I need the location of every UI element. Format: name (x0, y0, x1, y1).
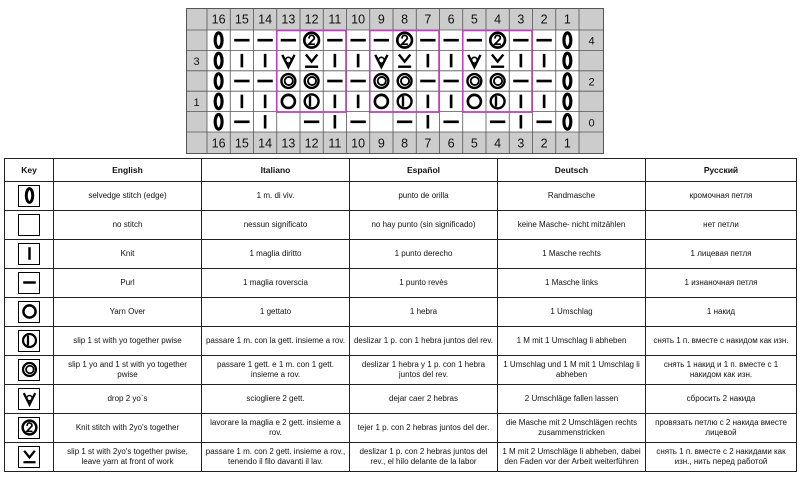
column-number-bottom: 3 (517, 136, 525, 151)
column-number-bottom: 10 (351, 136, 366, 151)
legend-cell: tejer 1 p. con 2 hebras juntos del der. (350, 414, 498, 443)
legend-cell: slip 1 st with yo together pwise (54, 327, 202, 356)
slip1yo2-symbol-icon (18, 359, 40, 381)
legend-cell: punto de orilla (350, 182, 498, 211)
legend-cell: no stitch (54, 211, 202, 240)
legend-row (5, 298, 797, 327)
column-number-top: 6 (447, 12, 455, 27)
legend-cell: Yarn Over (54, 298, 202, 327)
legend-cell: 1 изнаночная петля (646, 269, 797, 298)
column-number-bottom: 7 (424, 136, 432, 151)
column-number-bottom: 1 (563, 136, 571, 151)
legend-cell: 1 punto derecho (350, 240, 498, 269)
column-number-top: 12 (304, 12, 319, 27)
legend-cell: dejar caer 2 hebras (350, 385, 498, 414)
legend-key-cell (5, 269, 54, 298)
legend-cell: 1 m. di viv. (202, 182, 350, 211)
drop2yo-symbol-icon (18, 417, 40, 439)
legend-cell: 1 Masche rechts (498, 240, 646, 269)
column-number-bottom: 12 (304, 136, 319, 151)
legend-cell: нет петли (646, 211, 797, 240)
legend-cell: 1 punto revès (350, 269, 498, 298)
legend-cell: 1 накид (646, 298, 797, 327)
legend-cell: deslizar 1 p. con 1 hebra juntos del rev. (350, 327, 498, 356)
row-number-right: 4 (588, 35, 595, 48)
legend-header-row (5, 159, 797, 182)
legend-cell: 1 M mit 2 Umschläge li abheben, dabei den Faden vor der Arbeit weiterführen (498, 443, 646, 472)
legend-table (4, 158, 797, 472)
legend-key-cell (5, 327, 54, 356)
column-number-bottom: 13 (281, 136, 296, 151)
legend-header-lang: English (54, 159, 202, 182)
legend-header-key: Key (5, 159, 54, 182)
column-number-top: 7 (424, 12, 432, 27)
legend-cell: кромочная петля (646, 182, 797, 211)
column-number-bottom: 15 (234, 136, 249, 151)
legend-cell: passare 1 gett. e 1 m. con 1 gett. insieme a rov. (202, 356, 350, 385)
legend-cell: sciogliere 2 gett. (202, 385, 350, 414)
slip1yo-symbol-icon (18, 330, 40, 352)
legend-key-cell (5, 211, 54, 240)
legend-key-cell (5, 240, 54, 269)
legend-cell: Purl (54, 269, 202, 298)
legend-cell: passare 1 m. con 2 gett. insieme a rov., tenendo il filo davanti il lav. (202, 443, 350, 472)
legend-cell: провязать петлю с 2 накида вместе лицевой (646, 414, 797, 443)
row-number-left: 3 (193, 56, 200, 69)
legend-header-lang: Deutsch (498, 159, 646, 182)
legend-cell: 2 Umschläge fallen lassen (498, 385, 646, 414)
legend-cell: Knit stitch with 2yo's together (54, 414, 202, 443)
row-number-left: 1 (193, 96, 200, 109)
chart-cell-drop2yo (490, 33, 505, 48)
knit-symbol-icon (18, 243, 40, 265)
legend-cell: 1 maglia diritto (202, 240, 350, 269)
column-number-top: 9 (377, 12, 385, 27)
column-number-top: 11 (328, 12, 342, 27)
legend-row (5, 269, 797, 298)
legend-cell: 1 лицевая петля (646, 240, 797, 269)
column-number-top: 5 (470, 12, 478, 27)
legend-row (5, 356, 797, 385)
column-number-bottom: 9 (377, 136, 385, 151)
legend-cell: 1 maglia roverscia (202, 269, 350, 298)
yarnover-symbol-icon (18, 301, 40, 323)
legend-key-cell (5, 385, 54, 414)
legend-cell: die Masche mit 2 Umschlägen rechts zusammenstricken (498, 414, 646, 443)
legend-row (5, 240, 797, 269)
legend-row (5, 182, 797, 211)
legend-cell: passare 1 m. con la gett. insieme a rov. (202, 327, 350, 356)
legend-header-lang: Русский (646, 159, 797, 182)
column-number-bottom: 4 (494, 136, 502, 151)
knitting-chart (186, 8, 604, 154)
column-number-top: 3 (517, 12, 525, 27)
legend-row (5, 443, 797, 472)
column-number-bottom: 5 (470, 136, 478, 151)
legend-key-cell (5, 414, 54, 443)
chart-cell-drop2yo (397, 33, 412, 48)
column-number-top: 13 (281, 12, 296, 27)
drop2-symbol-icon (18, 388, 40, 410)
selvedge-symbol-icon (18, 185, 40, 207)
legend-cell: 1 hebra (350, 298, 498, 327)
purl-symbol-icon (18, 272, 40, 294)
legend-key-cell (5, 443, 54, 472)
column-number-top: 1 (563, 12, 571, 27)
legend-cell: сбросить 2 накида (646, 385, 797, 414)
legend-cell: 1 Umschlag und 1 M mit 1 Umschlag li abheben (498, 356, 646, 385)
legend-key-cell (5, 182, 54, 211)
row-number-right: 2 (588, 76, 595, 89)
legend-cell: deslizar 1 hebra y 1 p. con 1 hebra juntos del rev. (350, 356, 498, 385)
legend-cell: снять 1 накид и 1 п. вместе с 1 накидом как изн. (646, 356, 797, 385)
column-number-bottom: 2 (540, 136, 548, 151)
nostitch-symbol-icon (18, 214, 40, 236)
column-number-bottom: 16 (211, 136, 226, 151)
column-number-bottom: 11 (328, 136, 342, 151)
legend-cell: 1 M mit 1 Umschlag li abheben (498, 327, 646, 356)
column-number-bottom: 6 (447, 136, 455, 151)
column-number-top: 8 (401, 12, 409, 27)
column-number-top: 15 (234, 12, 249, 27)
column-number-top: 16 (211, 12, 226, 27)
legend-key-cell (5, 356, 54, 385)
legend-row (5, 414, 797, 443)
legend-cell: 1 Umschlag (498, 298, 646, 327)
row-number-right: 0 (588, 117, 595, 130)
column-number-bottom: 8 (401, 136, 409, 151)
legend-key-cell (5, 298, 54, 327)
column-number-top: 10 (351, 12, 366, 27)
legend-cell: снять 1 п. вместе с накидом как изн. (646, 327, 797, 356)
column-number-top: 14 (258, 12, 273, 27)
chart-grid (186, 8, 604, 154)
legend-row (5, 327, 797, 356)
legend-cell: lavorare la maglia e 2 gett. insieme a rov. (202, 414, 350, 443)
legend-cell: Knit (54, 240, 202, 269)
chart-cell-drop2yo (304, 33, 319, 48)
legend-cell: 1 Masche links (498, 269, 646, 298)
legend-cell: nessun significato (202, 211, 350, 240)
column-number-top: 2 (540, 12, 548, 27)
legend-cell: 1 gettato (202, 298, 350, 327)
slip2pwise-symbol-icon (18, 446, 40, 468)
legend-cell: Randmasche (498, 182, 646, 211)
legend-row (5, 211, 797, 240)
legend-cell: slip 1 st with 2yo's together pwise, leave yarn at front of work (54, 443, 202, 472)
legend-cell: selvedge stitch (edge) (54, 182, 202, 211)
legend-cell: deslizar 1 p. con 2 hebras juntos del rev., el hilo delante de la labor (350, 443, 498, 472)
legend-row (5, 385, 797, 414)
column-number-bottom: 14 (258, 136, 273, 151)
legend-cell: keine Masche- nicht mitzählen (498, 211, 646, 240)
column-number-top: 4 (494, 12, 502, 27)
legend-cell: no hay punto (sin significado) (350, 211, 498, 240)
legend-header-lang: Italiano (202, 159, 350, 182)
legend-header-lang: Español (350, 159, 498, 182)
legend-cell: снять 1 п. вместе с 2 накидами как изн., нить перед работой (646, 443, 797, 472)
legend-cell: slip 1 yo and 1 st with yo together pwise (54, 356, 202, 385)
legend-cell: drop 2 yo`s (54, 385, 202, 414)
